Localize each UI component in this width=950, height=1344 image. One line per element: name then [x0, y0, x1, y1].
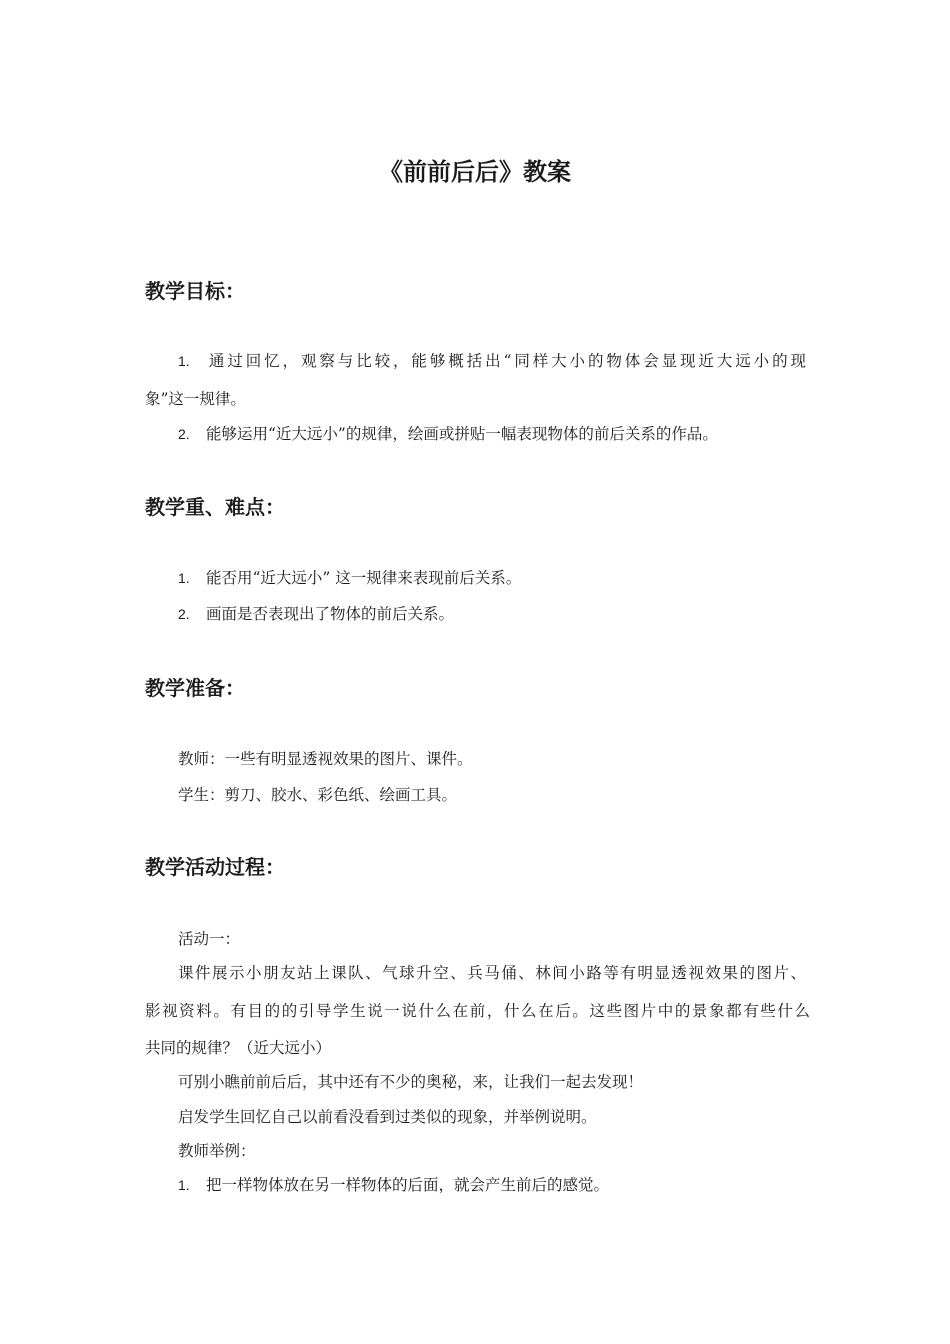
paragraph-line: 影视资料。有目的的引导学生说一说什么在前，什么在后。这些图片中的景象都有些什么 — [145, 1002, 810, 1020]
preparation-teacher: 教师：一些有明显透视效果的图片、课件。 — [178, 750, 473, 768]
activity-label: 活动一： — [178, 930, 241, 948]
paragraph-line: 共同的规律？（近大远小） — [145, 1039, 332, 1057]
objective-item-2 — [178, 424, 843, 444]
list-text: 通过回忆，观察与比较，能够概括出“同样大小的物体会显现近大远小的现 — [206, 352, 806, 370]
example-item-1 — [178, 1175, 843, 1195]
list-number: 1. — [178, 1177, 190, 1193]
list-text: 能够运用“近大远小”的规律，绘画或拼贴一幅表现物体的前后关系的作品。 — [206, 425, 718, 443]
key-point-item-2 — [178, 604, 843, 624]
section-heading-preparation: 教学准备： — [145, 676, 245, 700]
list-text: 画面是否表现出了物体的前后关系。 — [206, 605, 455, 623]
preparation-student: 学生：剪刀、胶水、彩色纸、绘画工具。 — [178, 786, 458, 804]
list-number: 2. — [178, 606, 190, 622]
list-number: 1. — [178, 353, 190, 369]
list-number: 2. — [178, 426, 190, 442]
section-heading-key-points: 教学重、难点： — [145, 495, 285, 519]
paragraph-line: 可别小瞧前前后后，其中还有不少的奥秘，来，让我们一起去发现！ — [178, 1073, 644, 1091]
section-heading-objectives: 教学目标： — [145, 279, 245, 303]
paragraph-line: 启发学生回忆自己以前看没看到过类似的现象，并举例说明。 — [178, 1108, 597, 1126]
objective-item-1-line-1 — [178, 351, 806, 371]
paragraph-line: 课件展示小朋友站上课队、气球升空、兵马俑、林间小路等有明显透视效果的图片、 — [178, 964, 806, 982]
list-text: 能否用“近大远小” 这一规律来表现前后关系。 — [206, 569, 522, 587]
objective-item-1-line-2: 象”这一规律。 — [145, 390, 246, 408]
list-number: 1. — [178, 570, 190, 586]
page-title: 《前前后后》教案 — [379, 158, 571, 186]
example-label: 教师举例： — [178, 1142, 256, 1160]
key-point-item-1 — [178, 568, 843, 588]
list-text: 把一样物体放在另一样物体的后面，就会产生前后的感觉。 — [206, 1176, 610, 1194]
section-heading-process: 教学活动过程： — [145, 855, 285, 879]
